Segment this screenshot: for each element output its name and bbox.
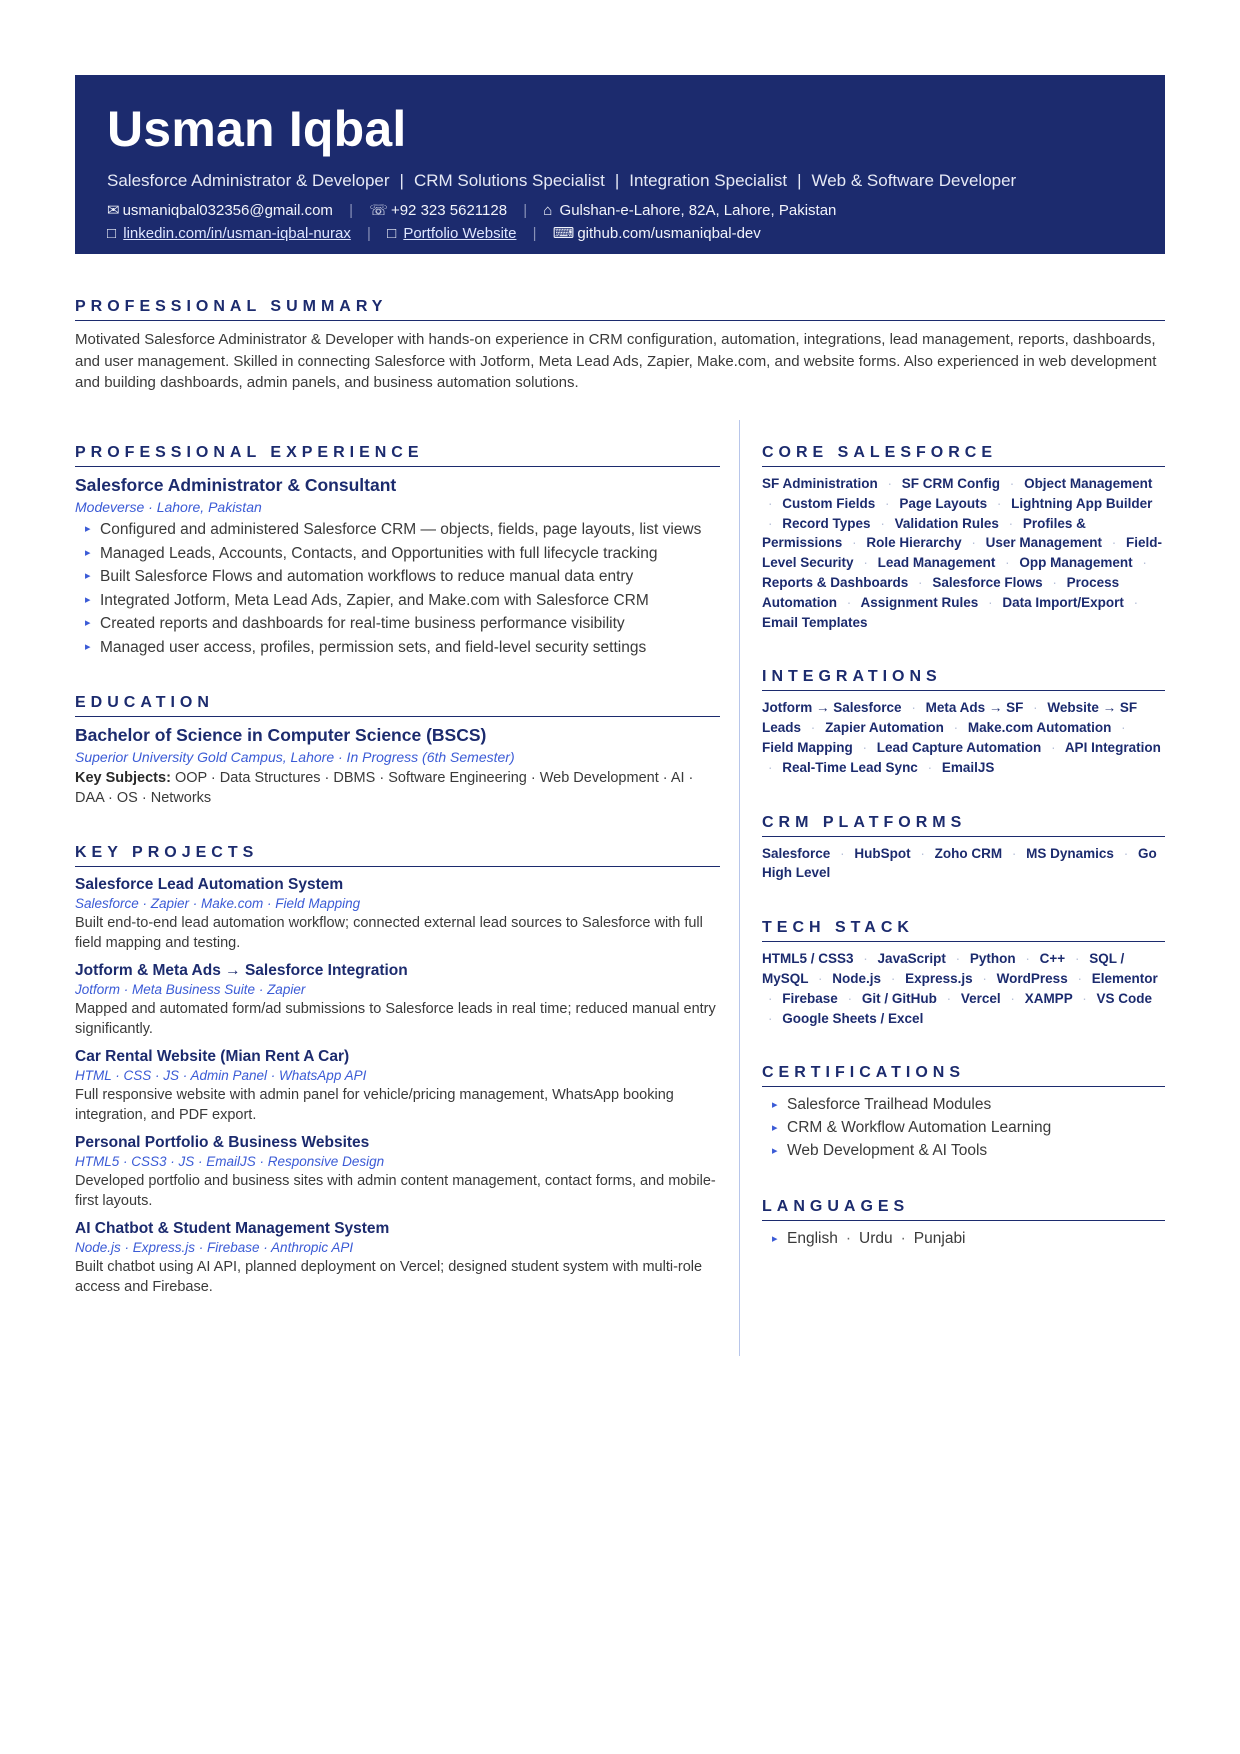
skill-tag: Custom Fields <box>782 495 876 511</box>
list-item: ▸ Web Development & AI Tools <box>762 1139 1165 1162</box>
skill-tag: Lightning App Builder <box>1011 495 1153 511</box>
skill-tag: Lead Capture Automation <box>876 739 1042 755</box>
skill-tag: User Management <box>985 535 1102 551</box>
experience-heading: PROFESSIONAL EXPERIENCE <box>75 444 720 467</box>
language-english: English <box>787 1230 838 1248</box>
skill-tag: Reports & Dashboards <box>762 574 909 590</box>
school-info: Superior University Gold Campus, Lahore · In Progress (6th Semester) <box>75 748 515 765</box>
list-item: ▸ CRM & Workflow Automation Learning <box>762 1116 1165 1139</box>
experience-section <box>75 444 720 658</box>
left-column <box>75 444 720 1333</box>
list-item: ▸ Created reports and dashboards for real-time business performance visibility <box>75 613 720 634</box>
key-subjects <box>75 768 720 808</box>
integrations-tags: Jotform → Salesforce · Meta Ads → SF · Website → SF Leads · Zapier Automation · Make.com Automation · Field Mapping · Lead Capture Automation · API Integration · Real-Time Lead Sync · EmailJS <box>762 700 1161 775</box>
portfolio-link[interactable]: Portfolio Website <box>403 225 517 242</box>
contact-row-2: □ linkedin.com/in/usman-iqbal-nurax | □ Portfolio Website | ⌨ github.com/usmaniqbal-dev <box>107 225 761 242</box>
right-column <box>762 444 1165 1286</box>
skill-tag: Express.js <box>905 970 973 986</box>
summary-text: Motivated Salesforce Administrator & Developer with hands-on experience in CRM configuration, automation, integrations, lead management, reports, dashboards, and user management. Skilled in connecting Salesforce with Jotform, Meta Lead Ads, Zapier, Make.com, and website forms. Also experienced in web development and building dashboards, admin panels, and business automation solutions. <box>75 331 1157 391</box>
skill-tag: MS Dynamics <box>1026 845 1114 861</box>
skill-tag: Git / GitHub <box>861 990 937 1006</box>
skill-tag: SF Administration <box>762 476 878 491</box>
crm-platforms-tags: Salesforce · HubSpot · Zoho CRM · MS Dynamics · Go High Level <box>762 845 1157 881</box>
list-item: ▸ Integrated Jotform, Meta Lead Ads, Zapier, and Make.com with Salesforce CRM <box>75 590 720 611</box>
skill-tag: VS Code <box>1096 990 1152 1006</box>
subjects-label: Key Subjects: <box>75 769 171 786</box>
skill-tag: Python <box>969 951 1016 967</box>
languages-list <box>762 1227 1165 1250</box>
crm-platforms-heading: CRM PLATFORMS <box>762 814 1165 837</box>
projects-section <box>75 844 720 1297</box>
skill-tag: Field-Level Security <box>762 535 1162 571</box>
skill-tag: Lead Management <box>877 555 996 571</box>
phone-text[interactable]: +92 323 5621128 <box>390 202 508 219</box>
skill-tag: Validation Rules <box>894 515 999 531</box>
skill-tag: Meta Ads → SF <box>925 700 1024 716</box>
project-tech: HTML5 · CSS3 · JS · EmailJS · Responsive Design <box>75 1153 385 1169</box>
project-tech: Salesforce · Zapier · Make.com · Field Mapping <box>75 895 361 911</box>
list-item: ▸ Managed Leads, Accounts, Contacts, and Opportunities with full lifecycle tracking <box>75 543 720 564</box>
crm-platforms-section <box>762 814 1165 884</box>
project-tech: HTML · CSS · JS · Admin Panel · WhatsApp API <box>75 1067 367 1083</box>
skill-tag: Data Import/Export <box>1002 594 1124 610</box>
skill-tag: Salesforce Flows <box>932 574 1043 590</box>
role-4: Web & Software Developer <box>811 171 1017 190</box>
skill-tag: Opp Management <box>1019 555 1133 571</box>
globe-icon: □ <box>387 225 397 242</box>
degree-title: Bachelor of Science in Computer Science (BSCS) <box>75 724 487 745</box>
skill-tag: Zapier Automation <box>825 720 944 736</box>
job-company: Modeverse · Lahore, Pakistan <box>75 499 262 515</box>
email-text[interactable]: usmaniqbal032356@gmail.com <box>122 202 333 219</box>
skill-tag: Firebase <box>782 990 838 1006</box>
keyboard-icon: ⌨ <box>552 225 575 242</box>
experience-bullets <box>75 519 720 658</box>
project-title: Personal Portfolio & Business Websites <box>75 1133 370 1151</box>
candidate-name: Usman Iqbal <box>107 101 407 157</box>
project-desc: Mapped and automated form/ad submissions to Salesforce leads in real time; reduced manual entry significantly. <box>75 1000 716 1037</box>
skill-tag: Email Templates <box>762 614 868 630</box>
column-divider <box>739 420 740 1356</box>
list-item: ▸ English · Urdu · Punjabi <box>762 1227 1165 1250</box>
skill-tag: Google Sheets / Excel <box>782 1010 924 1026</box>
project-desc: Built end-to-end lead automation workflow; connected external lead sources to Salesforce with full field mapping and testing. <box>75 914 703 951</box>
subjects-list: OOP · Data Structures · DBMS · Software Engineering · Web Development · AI · DAA · OS · Networks <box>75 769 694 806</box>
linkedin-link[interactable]: linkedin.com/in/usman-iqbal-nurax <box>123 225 351 242</box>
skill-tag: Website → SF Leads <box>762 700 1138 736</box>
role-line: Salesforce Administrator & Developer | CRM Solutions Specialist | Integration Specialist | Web & Software Developer <box>107 171 1017 190</box>
skill-tag: Role Hierarchy <box>866 535 962 551</box>
resume-header <box>75 75 1165 254</box>
project-title: Salesforce Lead Automation System <box>75 875 344 893</box>
list-item: ▸ Configured and administered Salesforce CRM — objects, fields, page layouts, list views <box>75 519 720 540</box>
skill-tag: XAMPP <box>1024 990 1073 1006</box>
project-title: AI Chatbot & Student Management System <box>75 1219 390 1237</box>
core-salesforce-section <box>762 444 1165 632</box>
skill-tag: Go High Level <box>762 845 1157 881</box>
skill-tag: Field Mapping <box>762 739 853 755</box>
project-tech: Jotform · Meta Business Suite · Zapier <box>75 981 306 997</box>
skill-tag: SF CRM Config <box>901 476 1001 491</box>
project-item <box>75 876 720 953</box>
skill-tag: Process Automation <box>762 574 1120 610</box>
project-item <box>75 1048 720 1125</box>
certifications-heading: CERTIFICATIONS <box>762 1064 1165 1087</box>
project-desc: Developed portfolio and business sites with admin content management, contact forms, and mobile-first layouts. <box>75 1172 716 1209</box>
language-urdu: Urdu <box>859 1230 893 1248</box>
skill-tag: Page Layouts <box>899 495 988 511</box>
list-item: ▸ Salesforce Trailhead Modules <box>762 1093 1165 1116</box>
core-salesforce-tags: SF Administration · SF CRM Config · Object Management · Custom Fields · Page Layouts · Lightning App Builder · Record Types · Validation Rules · Profiles & Permissions · Role Hierarchy · User Management · Field-Level Security · Lead Management · Opp Management · Reports & Dashboards · Salesforce Flows · Process Automation · Assignment Rules · Data Import/Export · Email Templates <box>762 476 1162 630</box>
skill-tag: Profiles & Permissions <box>762 515 1086 551</box>
skill-tag: Real-Time Lead Sync <box>782 759 918 775</box>
project-item <box>75 1220 720 1297</box>
skill-tag: Object Management <box>1024 476 1153 491</box>
project-title: Car Rental Website (Mian Rent A Car) <box>75 1047 350 1065</box>
job-title: Salesforce Administrator & Consultant <box>75 475 397 495</box>
project-desc: Built chatbot using AI API, planned deployment on Vercel; designed student system with multi-role access and Firebase. <box>75 1258 703 1295</box>
skill-tag: SQL / MySQL <box>762 951 1125 986</box>
tech-stack-section <box>762 919 1165 1028</box>
skill-tag: Elementor <box>1091 970 1158 986</box>
summary-heading: PROFESSIONAL SUMMARY <box>75 298 1165 321</box>
skill-tag: HTML5 / CSS3 <box>762 951 854 967</box>
project-desc: Full responsive website with admin panel for vehicle/pricing management, WhatsApp booking integration, and PDF export. <box>75 1086 674 1123</box>
certifications-section <box>762 1064 1165 1162</box>
skill-tag: HubSpot <box>854 845 911 861</box>
skill-tag: Vercel <box>960 990 1001 1006</box>
integrations-section <box>762 668 1165 777</box>
integrations-heading: INTEGRATIONS <box>762 668 1165 691</box>
skill-tag: Make.com Automation <box>967 720 1112 736</box>
skill-tag: Zoho CRM <box>934 845 1003 861</box>
github-text[interactable]: github.com/usmaniqbal-dev <box>577 225 761 242</box>
home-icon: ⌂ <box>543 202 553 219</box>
education-section <box>75 694 720 808</box>
skill-tag: Salesforce <box>762 845 831 861</box>
list-item: ▸ Managed user access, profiles, permission sets, and field-level security settings <box>75 637 720 658</box>
education-heading: EDUCATION <box>75 694 720 717</box>
skill-tag: JavaScript <box>877 951 946 967</box>
role-3: Integration Specialist <box>629 171 788 190</box>
phone-icon: ☏ <box>369 202 388 219</box>
contact-row-1: ✉ usmaniqbal032356@gmail.com | ☏ +92 323 5621128 | ⌂ Gulshan-e-Lahore, 82A, Lahore, Pakistan <box>107 202 837 219</box>
certifications-list <box>762 1093 1165 1162</box>
language-punjabi: Punjabi <box>913 1230 966 1248</box>
envelope-icon: ✉ <box>107 202 120 219</box>
skill-tag: Record Types <box>782 515 871 531</box>
address-text: Gulshan-e-Lahore, 82A, Lahore, Pakistan <box>559 202 837 219</box>
link-icon: □ <box>107 225 117 242</box>
projects-heading: KEY PROJECTS <box>75 844 720 867</box>
languages-section <box>762 1198 1165 1250</box>
list-item: ▸ Built Salesforce Flows and automation workflows to reduce manual data entry <box>75 566 720 587</box>
languages-heading: LANGUAGES <box>762 1198 1165 1221</box>
role-2: CRM Solutions Specialist <box>413 171 605 190</box>
summary-section <box>75 298 1165 394</box>
project-item <box>75 1134 720 1211</box>
core-salesforce-heading: CORE SALESFORCE <box>762 444 1165 467</box>
skill-tag: EmailJS <box>941 759 995 775</box>
tech-stack-heading: TECH STACK <box>762 919 1165 942</box>
project-item <box>75 962 720 1039</box>
tech-stack-tags: HTML5 / CSS3 · JavaScript · Python · C++ · SQL / MySQL · Node.js · Express.js · WordPress · Elementor · Firebase · Git / GitHub · Vercel · XAMPP · VS Code · Google Sheets / Excel <box>762 951 1158 1026</box>
skill-tag: WordPress <box>996 970 1068 986</box>
role-1: Salesforce Administrator & Developer <box>107 171 390 190</box>
project-tech: Node.js · Express.js · Firebase · Anthropic API <box>75 1239 354 1255</box>
project-title: Jotform & Meta Ads → Salesforce Integration <box>75 961 408 979</box>
skill-tag: Jotform → Salesforce <box>762 700 902 716</box>
skill-tag: Node.js <box>832 970 882 986</box>
skill-tag: API Integration <box>1064 739 1161 755</box>
skill-tag: C++ <box>1039 951 1066 967</box>
skill-tag: Assignment Rules <box>860 594 979 610</box>
